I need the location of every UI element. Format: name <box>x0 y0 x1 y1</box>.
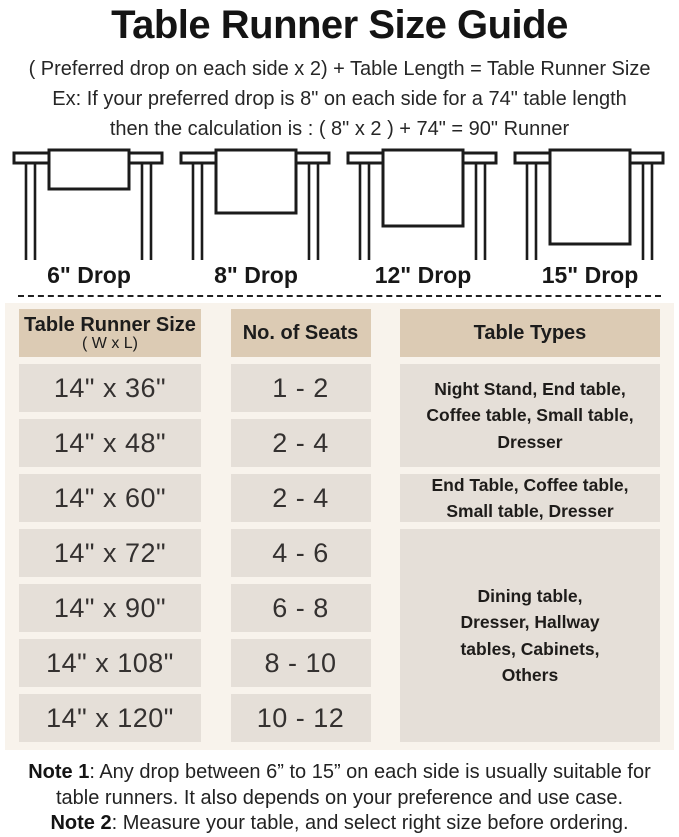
column-header-seats <box>231 309 371 357</box>
table-types-text: Night Stand, End table, Coffee table, Small table, Dresser <box>426 379 634 452</box>
column-header-table-types <box>400 309 660 357</box>
note-2-text: : Measure your table, and select right size before ordering. <box>111 812 629 835</box>
column-header-seats-label: No. of Seats <box>242 321 359 344</box>
seats-cell: 10 - 12 <box>231 694 371 742</box>
runner-size-cell: 14" x 60" <box>19 474 201 522</box>
example-line-2: then the calculation is : ( 8" x 2 ) + 74" = 90" Runner <box>109 118 570 140</box>
page-title: Table Runner Size Guide <box>111 3 568 47</box>
notes-section <box>6 760 674 837</box>
note-2-label: Note 2 <box>50 812 112 835</box>
runner-size-cell: 14" x 120" <box>19 694 201 742</box>
column-header-runner-size-label: Table Runner Size <box>24 313 196 336</box>
table-runner-illustration <box>175 148 337 261</box>
seats-cell: 2 - 4 <box>231 419 371 467</box>
note-2 <box>6 811 674 837</box>
seats-cell: 6 - 8 <box>231 584 371 632</box>
table-runner-illustration <box>509 148 671 261</box>
drop-figure-8 <box>175 148 337 289</box>
table-types-text: End Table, Coffee table, Small table, Dresser <box>431 474 629 521</box>
note-1-text: : Any drop between 6” to 15” on each side is usually suitable for table runners. It also depends on your preference and use case. <box>55 761 651 809</box>
runner-size-cell: 14" x 72" <box>19 529 201 577</box>
drop-label: 15" Drop <box>541 262 639 288</box>
runner-size-cell: 14" x 36" <box>19 364 201 412</box>
drop-label: 6" Drop <box>47 262 131 288</box>
drop-figure-6 <box>8 148 170 289</box>
note-1 <box>6 760 674 811</box>
table-types-cell <box>400 474 660 522</box>
runner-size-cell: 14" x 108" <box>19 639 201 687</box>
seats-cell: 4 - 6 <box>231 529 371 577</box>
table-types-cell <box>400 364 660 467</box>
column-header-runner-size <box>19 309 201 357</box>
runner-size-cell: 14" x 90" <box>19 584 201 632</box>
seats-cell: 8 - 10 <box>231 639 371 687</box>
drop-label: 8" Drop <box>214 262 298 288</box>
drop-label: 12" Drop <box>374 262 472 288</box>
drop-illustrations <box>0 148 679 289</box>
table-types-text: Dining table, Dresser, Hallway tables, Cabinets, Others <box>460 586 600 685</box>
seats-cell: 1 - 2 <box>231 364 371 412</box>
formula-line: ( Preferred drop on each side x 2) + Table Length = Table Runner Size <box>28 58 651 80</box>
size-table <box>5 303 674 750</box>
table-runner-illustration <box>8 148 170 261</box>
table-types-cell <box>400 529 660 742</box>
dashed-divider <box>18 295 661 297</box>
example-line-1: Ex: If your preferred drop is 8" on each side for a 74" table length <box>52 88 627 110</box>
seats-cell: 2 - 4 <box>231 474 371 522</box>
drop-figure-15 <box>509 148 671 289</box>
column-header-wxl-label: ( W x L) <box>82 334 138 352</box>
note-1-label: Note 1 <box>28 761 90 783</box>
column-header-table-types-label: Table Types <box>473 321 587 344</box>
drop-figure-12 <box>342 148 504 289</box>
table-runner-illustration <box>342 148 504 261</box>
runner-size-cell: 14" x 48" <box>19 419 201 467</box>
